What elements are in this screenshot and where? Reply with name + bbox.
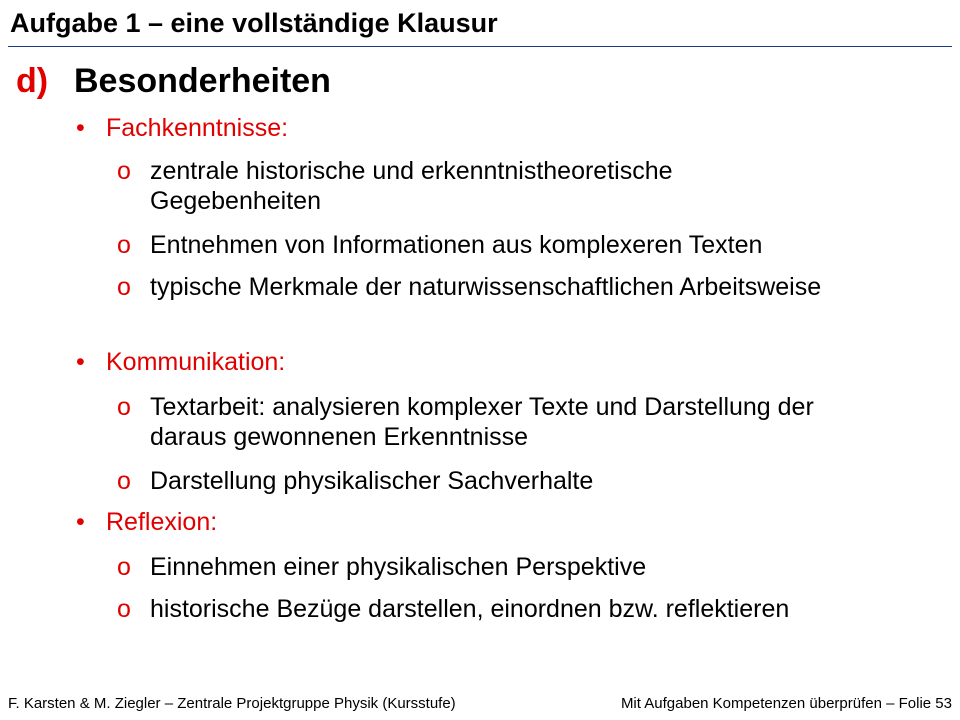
bullet-label: Reflexion: <box>106 508 218 536</box>
sub-item-text: historische Bezüge darstellen, einordnen bzw. reflektieren <box>150 595 790 623</box>
bullet-fachkenntnisse <box>76 114 288 143</box>
sub-item-text: Darstellung physikalischer Sachverhalte <box>150 467 594 495</box>
footer-slide-info: Mit Aufgaben Kompetenzen überprüfen – Folie 53 <box>620 695 952 712</box>
sub-item <box>117 392 947 452</box>
sub-marker: o <box>117 595 131 623</box>
bullet-reflexion <box>76 508 217 537</box>
bullet-marker: • <box>76 114 85 142</box>
section-title: Besonderheiten <box>74 62 331 100</box>
sub-marker: o <box>117 231 131 259</box>
sub-item <box>117 230 947 260</box>
sub-item <box>117 272 947 302</box>
sub-marker: o <box>117 467 131 495</box>
sub-item <box>117 156 947 216</box>
sub-item-text: typische Merkmale der naturwissenschaftlichen Arbeitsweise <box>150 273 822 301</box>
sub-marker: o <box>117 553 131 581</box>
sub-item-text: Textarbeit: analysieren komplexer Texte und Darstellung der daraus gewonnenen Erkenntnisse <box>150 393 814 451</box>
footer-author: F. Karsten & M. Ziegler – Zentrale Projektgruppe Physik (Kursstufe) <box>8 695 456 712</box>
sub-marker: o <box>117 393 131 421</box>
slide-title: Aufgabe 1 – eine vollständige Klausur <box>10 8 498 38</box>
title-divider <box>8 46 952 47</box>
section-letter: d) <box>16 62 49 100</box>
sub-item-text: zentrale historische und erkenntnistheoretische Gegebenheiten <box>150 157 673 215</box>
bullet-marker: • <box>76 508 85 536</box>
bullet-label: Kommunikation: <box>106 348 286 376</box>
sub-item-text: Einnehmen einer physikalischen Perspektive <box>150 553 647 581</box>
sub-item <box>117 552 947 582</box>
section-heading <box>16 62 331 101</box>
bullet-label: Fachkenntnisse: <box>106 114 289 142</box>
sub-item <box>117 594 947 624</box>
sub-marker: o <box>117 273 131 301</box>
sub-marker: o <box>117 157 131 185</box>
sub-item <box>117 466 947 496</box>
bullet-marker: • <box>76 348 85 376</box>
sub-item-text: Entnehmen von Informationen aus komplexeren Texten <box>150 231 763 259</box>
bullet-kommunikation <box>76 348 285 377</box>
